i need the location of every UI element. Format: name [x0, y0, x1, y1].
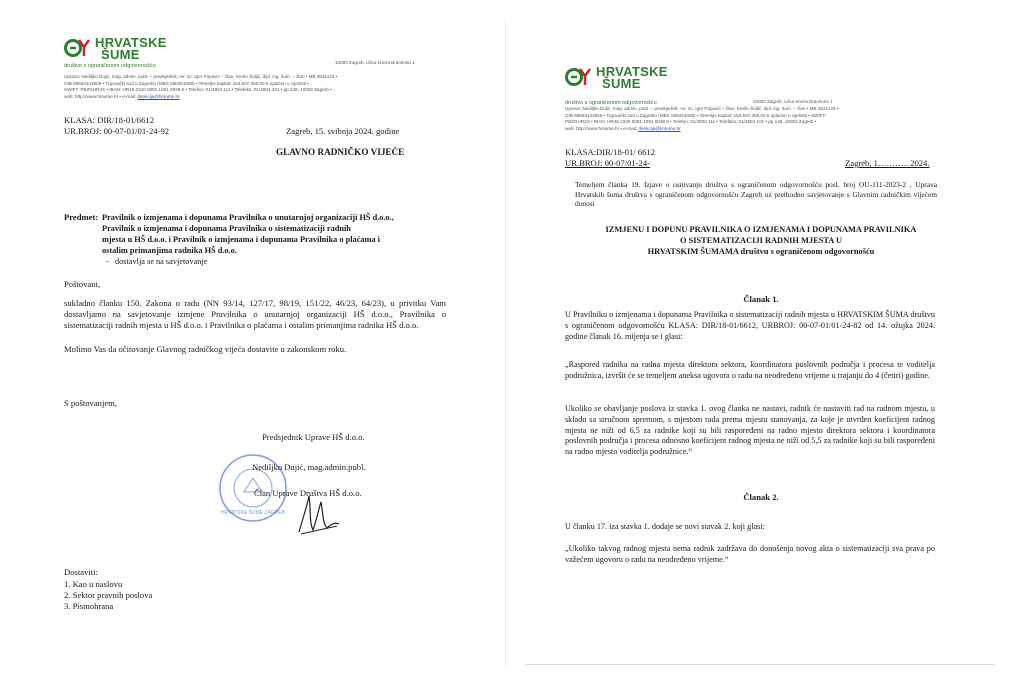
- header-info-line: Uprava: Nediljko Dujić, mag. admin. publ. – predsjednik, mr. sc. Igor Popović – član, Krešo Šoljić, dipl. ing. šum. – član • MB 3631133 •: [565, 106, 839, 111]
- company-header-info: [64, 74, 444, 100]
- article-1-heading: Članak 1.: [743, 294, 779, 304]
- page-bottom-line: [525, 664, 995, 665]
- list-item: 3. Pismohrana: [64, 601, 114, 611]
- company-logo: [565, 66, 668, 90]
- letter-page: [0, 0, 500, 689]
- email-link[interactable]: direkcija@hrsume.hr: [137, 93, 180, 99]
- distribution-list: [64, 579, 152, 612]
- subject-line: Pravilnik o izmjenama i dopunama Pravilnika o unutarnjoj organizaciji HŠ d.o.o.,: [102, 213, 394, 222]
- urbroj: UR.BROJ: 00-07/01-24-: [565, 158, 650, 168]
- company-logo: [64, 37, 167, 61]
- article-2-heading: Članak 2.: [743, 492, 779, 502]
- subject-line: ostalim primanjima radnika HŠ d.o.o.: [102, 246, 237, 255]
- article-1-paragraph-2: „Raspored radnika na radna mjesta direktora sektora, koordinatora poslovnih područja i procesa te voditelja podružnica, izvršit će se temeljem aneksa ugovora o radu na neodređeno vrijeme u trajanju do 4 (četiri) godine.: [565, 360, 935, 380]
- recipient: GLAVNO RADNIČKO VIJEĆE: [276, 147, 405, 157]
- hs-logo-icon: [64, 37, 94, 59]
- urbroj: UR.BROJ: 00-07-01/01-24-92: [64, 126, 170, 136]
- salutation: Poštovani,: [64, 279, 101, 289]
- subject-block: Predmet: Pravilnik o izmjenama i dopunama Pravilnika o unutarnjoj organizaciji HŠ d.o.o., Pravilnik o izmjenama i dopunama Pravilnika o sistematizaciji radnih mjesta u HŠ d.o.o. i Pravilnik o izmjenama i dopunama Pravilnika o plaćama i ostalim primanjima radnika HŠ d.o.o. - dostavlja se na savjetovanje: [64, 212, 394, 266]
- draft-regulation-page: [515, 0, 1024, 689]
- logo-subtitle: društvo s ograničenom odgovornošću: [565, 100, 657, 106]
- title-line: HRVATSKIM ŠUMAMA društvu s ograničenom odgovornošću: [647, 247, 875, 256]
- preamble: Temeljem članka 19. Izjave o osnivanju društva s ograničenom odgovornošću posl. broj OU-111-2023-2 , Uprava Hrvatskih šuma društva s ograničenom odgovornošću Zagreb uz prethodno savjetovanje s Glavnim radničkim vijećem donosi: [575, 180, 937, 208]
- page-divider: [505, 18, 506, 668]
- logo-name-line1: HRVATSKE: [95, 35, 167, 50]
- list-item: 1. Kao u naslovu: [64, 579, 123, 589]
- stamp-text: HRVATSKE ŠUME ZAGREB: [221, 510, 285, 516]
- header-info-line: OIB 69693144506 • Trgovački sud u Zagrebu (MBS 080251008) • Temeljni kapital: 153.507.300,00 € uplaćen u cijelosti •: [64, 80, 309, 86]
- signatory-title-1: Predsjednik Uprave HŠ d.o.o.: [262, 432, 365, 442]
- signatory-name-1: Nediljko Dujić, mag.admin.publ.: [252, 462, 366, 472]
- header-info-line: Uprava: Nediljko Dujić, mag. admin. publ. – predsjednik, mr. sc. Igor Popović – član, Krešo Šoljić, dipl. ing. šum. – član • MB 3631133 •: [64, 74, 338, 79]
- body-paragraph-2: Molimo Vas da očitovanje Glavnog radničkog vijeća dostavite u zakonskom roku.: [64, 344, 347, 354]
- title-line: O SISTEMATIZACIJI RADNIH MJESTA U: [679, 236, 843, 245]
- subject-bullet: dostavlja se na savjetovanje: [115, 257, 208, 266]
- subject-line: mjesta u HŠ d.o.o. i Pravilnik o izmjenama i dopunama Pravilnika o plaćama i: [102, 235, 380, 244]
- web-address: web: http://www.hrsume.hr • e-mail:: [565, 125, 638, 131]
- logo-name-line2: ŠUME: [101, 47, 140, 62]
- header-info-line: SWIFT: PBZGHR2X • IBAN: HR46 2340 0091 1001 0038 8 • Telefon: 01/4804 111 • Telefaks: 01/4804 101 • pp 148, 10002 Zagreb •: [64, 87, 332, 92]
- web-address: web: http://www.hrsume.hr • e-mail:: [64, 93, 137, 99]
- subject-label: Predmet:: [64, 212, 99, 222]
- title-line: IZMJENU I DOPUNU PRAVILNIKA O IZMJENAMA I DOPUNAMA PRAVILNIKA: [605, 225, 917, 234]
- article-1-paragraph-1: U Pravilniku o izmjenama i dopunama Pravilnika o sistematizaciji radnih mjesta u HRVATSKIM ŠUMA društvu s ograničenom odgovornošću KLASA: DIR/18-01/6612, URBROJ: 00-07-01/01-24-82 od 14. ožujka 2024. godine članak 16. mijenja se i glasi:: [565, 310, 935, 341]
- article-1-paragraph-3: Ukoliko se obavljanje poslova iz stavka 1. ovog članka ne nastavi, radnik će nastaviti rad na radnom mjestu, u skladu sa stručnom spremom, s mjestom rada prema mjestu stanovanja, za koje je utvrđen koeficijent radnog mjesta ne niži od 6,5 za radnike koji su bili raspoređeni na radno mjesto direktora sektora i koordinatora poslovnih područja i procesa odnosno koeficijent radnog mjesta ne niži od 5,5 za radnike koji su bili raspoređeni na radno mjesto voditelja podružnice.“: [565, 404, 935, 457]
- hs-logo-icon: [565, 66, 595, 88]
- article-2-paragraph-2: „Ukoliko takvog radnog mjesta nema radnik zadržava do donošenja novog akta o sistematizaciji sva prava po važećem ugovoru o radu na neodređeno vrijeme.“: [565, 544, 935, 564]
- company-address: 10000 Zagreb, Ulica kneza Branimira 1: [753, 99, 833, 104]
- email-link[interactable]: direkcija@hrsume.hr: [638, 125, 681, 131]
- letter-date: Zagreb, 15. svibnja 2024. godine: [286, 126, 400, 136]
- header-info-line: OIB 69693144506 • Trgovački sud u Zagrebu (MBS 080251008) • Temeljni kapital: 153.507.300,00 € uplaćen u cijelosti • SWIFT:: [565, 112, 827, 118]
- header-info-line: PBZGHR2X • IBAN: HR46 2340 0091 1001 0038 8 • Telefon: 01/4804 111 • Telefaks: 01/4804 101 • pp 148, 10002 Zagreb •: [565, 119, 817, 124]
- dostaviti-label: Dostaviti:: [64, 567, 98, 577]
- logo-name-line2: ŠUME: [602, 76, 641, 91]
- logo-subtitle: društvo s ograničenom odgovornošću: [64, 63, 156, 69]
- regulation-title: [561, 224, 961, 257]
- logo-name-line1: HRVATSKE: [596, 64, 668, 79]
- signatory-title-2: Član Uprave Društva HŠ d.o.o.: [254, 488, 362, 498]
- body-paragraph-1: sukladno članku 150. Zakona o radu (NN 93/14, 127/17, 98/19, 151/22, 46/23, 64/23), u privitku Vam dostavljamo na savjetovanje izmjene Pravilnika o unutarnjoj organizaciji HŠ d.o.o., Pravilnika o sistematizaciji radnih mjesta u HŠ d.o.o. i Pravilnika o plaćama i ostalim primanjima radnika HŠ d.o.o.: [64, 298, 446, 330]
- handwritten-signature-icon: [293, 488, 343, 538]
- klasa: KLASA:DIR/18-01/ 6612: [565, 147, 655, 157]
- klasa: KLASA: DIR/18-01/6612: [64, 115, 154, 125]
- article-2-paragraph-1: U članku 17. iza stavka 1. dodaje se novi stavak 2. koji glasi:: [565, 522, 765, 531]
- closing: S poštovanjem,: [64, 398, 117, 408]
- draft-date: Zagreb, 1……….. 2024.: [845, 158, 930, 168]
- list-item: 2. Sektor pravnih poslova: [64, 590, 153, 600]
- subject-line: Pravilnik o izmjenama i dopunama Pravilnika o sistematizaciji radnih: [102, 224, 351, 233]
- company-header-info: [565, 106, 945, 132]
- company-address: 10000 Zagreb, Ulica kneza Branimira 1: [335, 60, 415, 65]
